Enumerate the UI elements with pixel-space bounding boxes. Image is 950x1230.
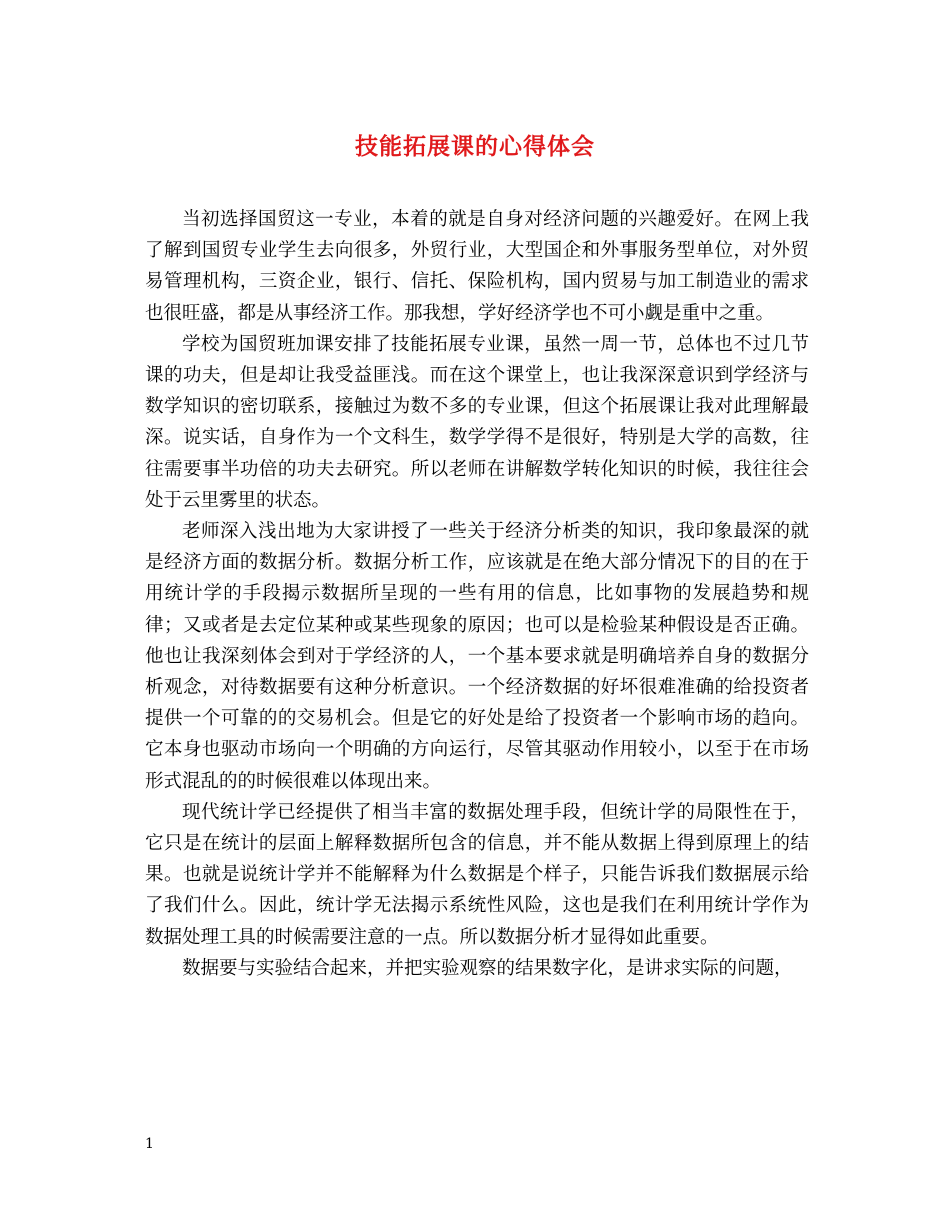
document-body bbox=[145, 204, 809, 984]
paragraph: 数据要与实验结合起来，并把实验观察的结果数字化，是讲求实际的问题， bbox=[182, 957, 793, 979]
paragraph: 当初选择国贸这一专业，本着的就是自身对经济问题的兴趣爱好。在网上我了解到国贸专业学生去向很多，外贸行业，大型国企和外事服务型单位，对外贸易管理机构，三资企业，银行、信托、保险机构，国内贸易与加工制造业的需求也很旺盛，都是从事经济工作。那我想，学好经济学也不可小觑是重中之重。 bbox=[145, 209, 809, 324]
page-number: 1 bbox=[145, 1136, 154, 1152]
paragraph: 学校为国贸班加课安排了技能拓展专业课，虽然一周一节，总体也不过几节课的功夫，但是却让我受益匪浅。而在这个课堂上，也让我深深意识到学经济与数学知识的密切联系，接触过为数不多的专业课，但这个拓展课让我对此理解最深。说实话，自身作为一个文科生，数学学得不是很好，特别是大学的高数，往往需要事半功倍的功夫去研究。所以老师在讲解数学转化知识的时候，我往往会处于云里雾里的状态。 bbox=[145, 333, 809, 511]
paragraph: 现代统计学已经提供了相当丰富的数据处理手段，但统计学的局限性在于，它只是在统计的层面上解释数据所包含的信息，并不能从数据上得到原理上的结果。也就是说统计学并不能解释为什么数据是个样子，只能告诉我们数据展示给了我们什么。因此，统计学无法揭示系统性风险，这也是我们在利用统计学作为数据处理工具的时候需要注意的一点。所以数据分析才显得如此重要。 bbox=[145, 801, 809, 948]
paragraph: 老师深入浅出地为大家讲授了一些关于经济分析类的知识，我印象最深的就是经济方面的数据分析。数据分析工作，应该就是在绝大部分情况下的目的在于用统计学的手段揭示数据所呈现的一些有用的信息，比如事物的发展趋势和规律；又或者是去定位某种或某些现象的原因；也可以是检验某种假设是否正确。他也让我深刻体会到对于学经济的人，一个基本要求就是明确培养自身的数据分析观念，对待数据要有这种分析意识。一个经济数据的好坏很难准确的给投资者提供一个可靠的的交易机会。但是它的好处是给了投资者一个影响市场的趋向。它本身也驱动市场向一个明确的方向运行，尽管其驱动作用较小，以至于在市场形式混乱的的时候很难以体现出来。 bbox=[145, 521, 809, 792]
document-title: 技能拓展课的心得体会 bbox=[355, 133, 595, 160]
